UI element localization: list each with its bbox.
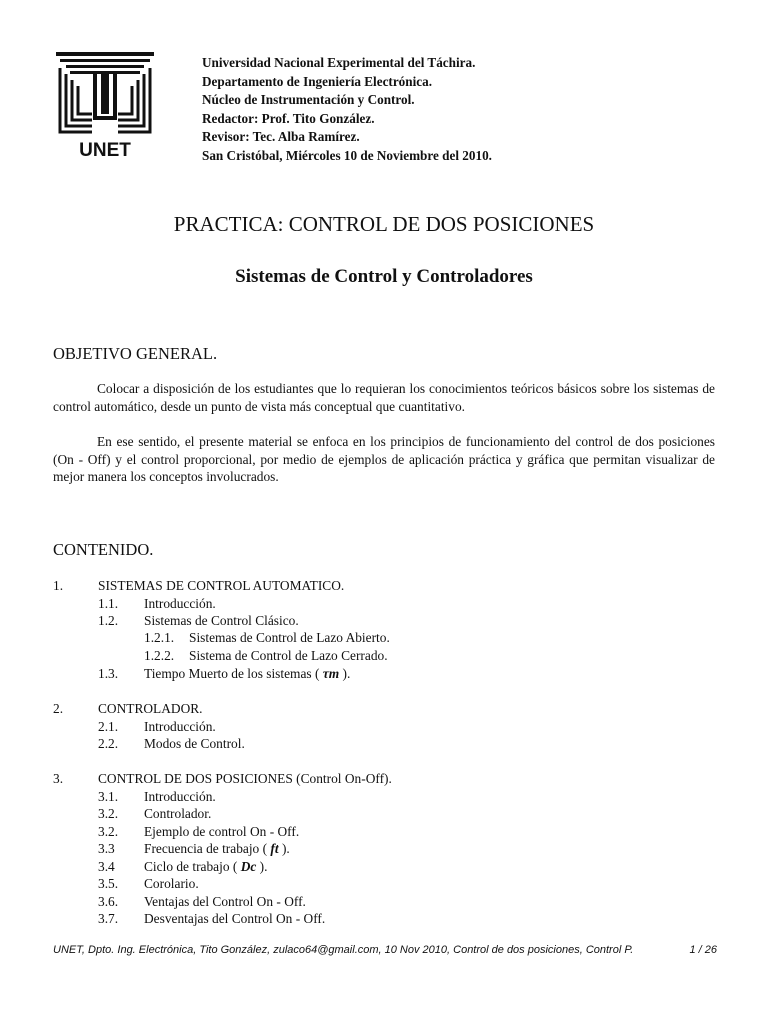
unet-logo [56, 52, 154, 160]
toc-item-number: 3. [53, 771, 64, 786]
header-date: San Cristóbal, Miércoles 10 de Noviembre del 2010. [202, 147, 492, 163]
unet-emblem-icon [56, 52, 154, 160]
toc-item-label: Tiempo Muerto de los sistemas ( τm ). [144, 666, 351, 681]
document-subtitle: Sistemas de Control y Controladores [235, 266, 533, 287]
toc-item-label: Introducción. [144, 596, 216, 611]
toc-item-symbol: ft [267, 841, 282, 856]
toc-item-number: 3.6. [98, 894, 119, 909]
header-author: Redactor: Prof. Tito González. [202, 110, 375, 126]
page-number: 1 / 26 [689, 944, 717, 956]
toc-item-label: Ejemplo de control On - Off. [144, 824, 300, 839]
contenido-heading: CONTENIDO. [53, 540, 154, 559]
toc-item-number: 3.2. [98, 824, 119, 839]
document-title: PRACTICA: CONTROL DE DOS POSICIONES [173, 212, 595, 236]
toc-item-number: 1.1. [98, 596, 119, 611]
toc-item-label: CONTROLADOR. [98, 701, 203, 716]
toc-item-label: Corolario. [144, 876, 199, 891]
header-nucleus: Núcleo de Instrumentación y Control. [202, 92, 415, 108]
toc-item-label: Introducción. [144, 789, 216, 804]
toc-item-label: SISTEMAS DE CONTROL AUTOMATICO. [98, 578, 345, 593]
toc-item-number: 3.1. [98, 789, 119, 804]
header-university: Universidad Nacional Experimental del Táchira. [202, 55, 476, 70]
header-department: Departamento de Ingeniería Electrónica. [202, 73, 433, 89]
page-footer [53, 944, 717, 956]
toc-item-symbol: Dc [237, 859, 260, 874]
toc-item-number: 3.3 [98, 841, 115, 856]
toc-item-label: Ventajas del Control On - Off. [144, 894, 306, 909]
toc-item-label: Frecuencia de trabajo ( ft ). [144, 841, 290, 856]
header-reviewer: Revisor: Tec. Alba Ramírez. [202, 129, 360, 145]
objetivo-heading: OBJETIVO GENERAL. [53, 344, 218, 363]
toc-item-number: 1.3. [98, 666, 119, 681]
toc-item-label: CONTROL DE DOS POSICIONES (Control On-Off). [98, 771, 392, 786]
toc-item-number: 3.7. [98, 911, 119, 926]
toc-item-label: Introducción. [144, 719, 216, 734]
toc-item-symbol: τm [319, 666, 343, 681]
toc-item-number: 1. [53, 578, 64, 593]
toc-item-number: 2.2. [98, 736, 119, 751]
toc-item-number: 1.2.1. [144, 630, 175, 645]
toc-item-number: 2.1. [98, 719, 119, 734]
footer-text: UNET, Dpto. Ing. Electrónica, Tito González, zulaco64@gmail.com, 10 Nov 2010, Control de dos posiciones, Control P. [53, 944, 634, 956]
toc-item-number: 3.2. [98, 806, 119, 821]
toc-item-label: Sistemas de Control Clásico. [144, 613, 299, 628]
logo-wordmark: UNET [79, 140, 131, 160]
toc-item-number: 1.2.2. [144, 648, 175, 663]
objetivo-paragraph-1: Colocar a disposición de los estudiantes que lo requieran los conocimientos teóricos básicos sobre los sistemas de control automático, desde un punto de vista más conceptual que cuantitativo. [53, 381, 715, 414]
objetivo-paragraph-2: En ese sentido, el presente material se enfoca en los principios de funcionamiento del control de dos posiciones (On - Off) y el control proporcional, por medio de ejemplos de aplicación práctica y gráfica que permitan visualizar de mejor manera los conceptos involucrados. [53, 434, 715, 485]
header-info [202, 54, 492, 166]
toc-item-number: 3.5. [98, 876, 119, 891]
toc-item-label: Controlador. [144, 806, 212, 821]
toc-item-label: Sistema de Control de Lazo Cerrado. [189, 648, 388, 663]
toc-item-label: Modos de Control. [144, 736, 245, 751]
toc-item-number: 2. [53, 701, 64, 716]
toc-item-number: 1.2. [98, 613, 119, 628]
toc-item-number: 3.4 [98, 859, 115, 874]
toc-item-label: Ciclo de trabajo ( Dc ). [144, 859, 268, 874]
toc-item-label: Desventajas del Control On - Off. [144, 911, 326, 926]
toc-item-label: Sistemas de Control de Lazo Abierto. [189, 630, 390, 645]
